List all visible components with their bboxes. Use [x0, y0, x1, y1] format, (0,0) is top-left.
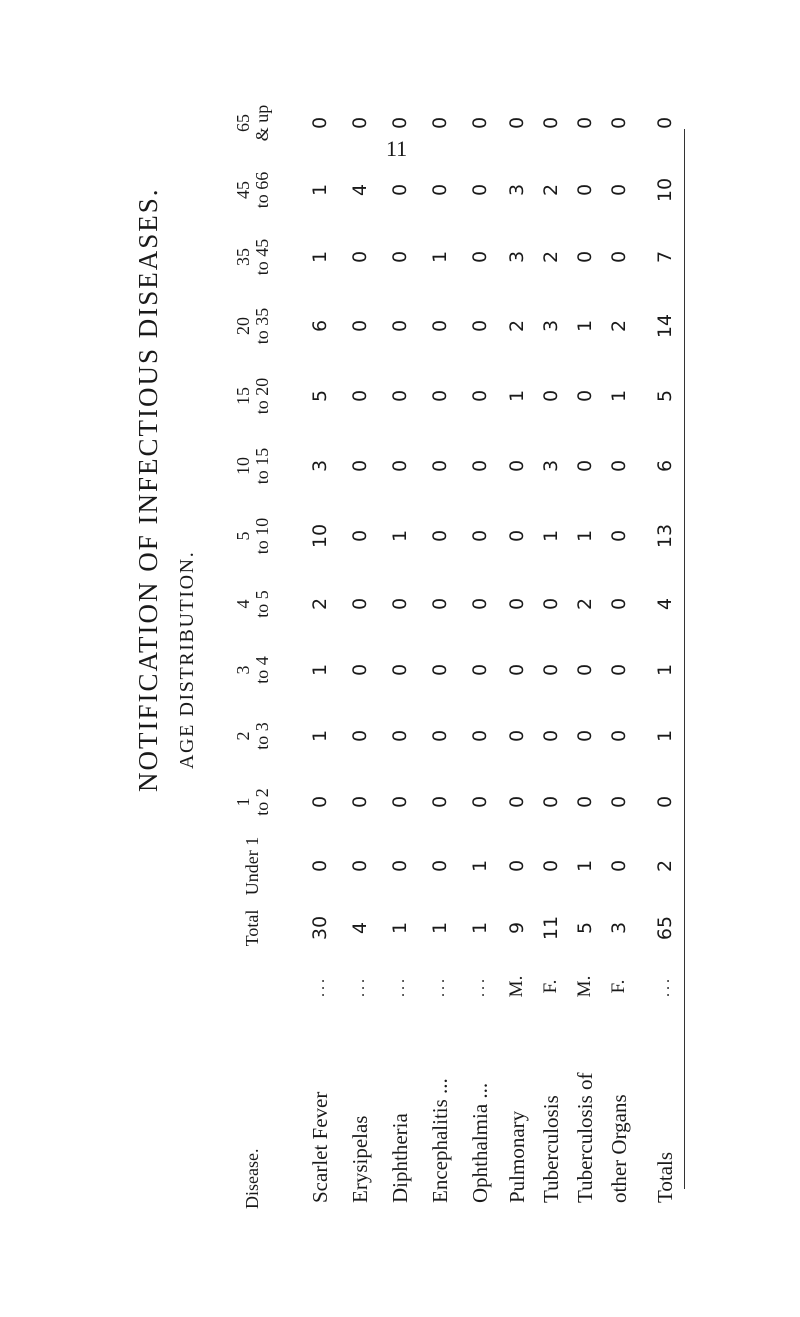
page-heading: NOTIFICATION OF INFECTIOUS DISEASES.	[133, 187, 163, 792]
cell-value: 0	[389, 459, 411, 473]
cell-value: 4	[349, 921, 371, 935]
cell-value: 0	[349, 859, 371, 873]
column-header-label: 20	[232, 317, 253, 335]
cell-value: 1	[540, 529, 562, 543]
cell-value: 0	[540, 795, 562, 809]
cell-value: 0	[469, 663, 491, 677]
cell-value: 0	[540, 389, 562, 403]
cell-value: 2	[654, 859, 676, 873]
cell-value: 2	[574, 597, 596, 611]
cell-value: 0	[540, 729, 562, 743]
column-header-range: to 2	[251, 788, 272, 816]
cell-value: 0	[469, 389, 491, 403]
column-header-2	[205, 897, 300, 959]
cell-value: 0	[389, 663, 411, 677]
page-subheading: AGE DISTRIBUTION.	[176, 550, 198, 769]
column-header-range: to 15	[251, 447, 272, 485]
column-header-7	[205, 571, 300, 637]
cell-value: 14	[654, 313, 676, 339]
cell-value: 1	[309, 729, 331, 743]
cell-value: 0	[429, 529, 451, 543]
table-row	[602, 89, 636, 1209]
cell-value: 0	[574, 729, 596, 743]
cell-value: 30	[309, 915, 331, 941]
cell-value: 1	[389, 921, 411, 935]
column-header-range: to 20	[251, 377, 272, 415]
column-header-range: to 4	[251, 656, 272, 684]
column-header-range: to 66	[251, 171, 272, 209]
cell-value: 0	[309, 795, 331, 809]
cell-value: 0	[469, 319, 491, 333]
column-header-label: 15	[232, 387, 253, 405]
cell-value: 0	[429, 729, 451, 743]
cell-value: 0	[349, 116, 371, 130]
table-body	[300, 89, 694, 1209]
sex-marker: ...	[391, 976, 408, 997]
sex-marker: ...	[656, 976, 673, 997]
disease-name: Totals	[652, 1151, 677, 1203]
column-header-label: 5	[232, 531, 253, 541]
column-header-label: 4	[232, 599, 253, 609]
cell-value: 0	[574, 663, 596, 677]
cell-value: 0	[349, 729, 371, 743]
disease-name: Diphtheria	[387, 1113, 412, 1203]
disease-name: other Organs	[606, 1094, 631, 1203]
column-header-range: to 35	[251, 307, 272, 345]
cell-value: 0	[506, 459, 528, 473]
cell-value: 3	[540, 319, 562, 333]
cell-value: 0	[608, 859, 630, 873]
table-row	[500, 89, 534, 1209]
cell-value: 0	[389, 389, 411, 403]
cell-value: 0	[309, 859, 331, 873]
cell-value: 3	[506, 183, 528, 197]
cell-value: 0	[608, 597, 630, 611]
table-row	[380, 89, 420, 1209]
cell-value: 0	[654, 116, 676, 130]
cell-value: 0	[608, 459, 630, 473]
cell-value: 0	[469, 529, 491, 543]
column-header-label: Disease.	[242, 1148, 262, 1209]
cell-value: 0	[608, 183, 630, 197]
cell-value: 0	[608, 795, 630, 809]
age-distribution-table	[205, 89, 694, 1209]
cell-value: 1	[654, 729, 676, 743]
cell-value: 7	[654, 250, 676, 264]
column-header-label: 1	[232, 797, 253, 807]
cell-value: 0	[574, 389, 596, 403]
cell-value: 0	[429, 116, 451, 130]
cell-value: 3	[309, 459, 331, 473]
sex-marker: M.	[506, 975, 527, 998]
cell-value: 0	[389, 183, 411, 197]
column-header-label: Under 1	[242, 836, 262, 896]
cell-value: 0	[574, 459, 596, 473]
column-header-label: Total	[242, 909, 262, 947]
cell-value: 1	[309, 250, 331, 264]
cell-value: 9	[506, 921, 528, 935]
cell-value: 0	[608, 663, 630, 677]
cell-value: 1	[608, 389, 630, 403]
cell-value: 0	[389, 319, 411, 333]
column-header-range: to 10	[251, 517, 272, 555]
column-header-14	[205, 89, 300, 157]
cell-value: 1	[389, 529, 411, 543]
cell-value: 0	[349, 250, 371, 264]
cell-value: 1	[469, 921, 491, 935]
disease-name: Tuberculosis of	[572, 1072, 597, 1203]
cell-value: 1	[429, 921, 451, 935]
sex-marker: ...	[471, 976, 488, 997]
disease-name: Ophthalmia ...	[467, 1082, 492, 1203]
cell-value: 1	[574, 859, 596, 873]
cell-value: 1	[574, 529, 596, 543]
sex-marker: ...	[431, 976, 448, 997]
cell-value: 0	[429, 389, 451, 403]
cell-value: 0	[389, 597, 411, 611]
cell-value: 0	[540, 859, 562, 873]
sex-marker: F.	[608, 979, 629, 994]
column-header-range: to 3	[251, 722, 272, 750]
cell-value: 0	[608, 529, 630, 543]
cell-value: 0	[429, 459, 451, 473]
cell-value: 4	[654, 597, 676, 611]
cell-value: 6	[654, 459, 676, 473]
sex-marker: ...	[311, 976, 328, 997]
sex-marker: M.	[574, 975, 595, 998]
cell-value: 0	[429, 319, 451, 333]
cell-value: 11	[540, 915, 562, 941]
column-header-10	[205, 361, 300, 431]
cell-value: 0	[608, 116, 630, 130]
cell-value: 2	[608, 319, 630, 333]
cell-value: 0	[506, 597, 528, 611]
column-header-11	[205, 291, 300, 361]
cell-value: 0	[429, 795, 451, 809]
cell-value: 0	[540, 663, 562, 677]
cell-value: 4	[349, 183, 371, 197]
column-header-label: 35	[232, 248, 253, 266]
disease-name: Tuberculosis	[538, 1095, 563, 1203]
cell-value: 10	[309, 523, 331, 549]
cell-value: 0	[349, 795, 371, 809]
column-header-1	[205, 959, 300, 1014]
cell-value: 0	[469, 729, 491, 743]
sex-marker: ...	[351, 976, 368, 997]
sex-marker: F.	[540, 979, 561, 994]
cell-value: 0	[349, 459, 371, 473]
cell-value: 2	[309, 597, 331, 611]
column-header-range: to 5	[251, 590, 272, 618]
cell-value: 0	[389, 116, 411, 130]
cell-value: 5	[309, 389, 331, 403]
column-header-range: & up	[251, 104, 272, 142]
cell-value: 10	[654, 177, 676, 203]
cell-value: 1	[429, 250, 451, 264]
cell-value: 0	[349, 663, 371, 677]
disease-name: Erysipelas	[347, 1115, 372, 1203]
table-header-row	[205, 89, 300, 1209]
cell-value: 0	[389, 250, 411, 264]
cell-value: 0	[469, 250, 491, 264]
table-row	[460, 89, 500, 1209]
cell-value: 0	[429, 859, 451, 873]
cell-value: 0	[506, 859, 528, 873]
cell-value: 0	[506, 529, 528, 543]
table-row	[340, 89, 380, 1209]
column-header-label: 3	[232, 665, 253, 675]
cell-value: 3	[506, 250, 528, 264]
cell-value: 3	[608, 921, 630, 935]
disease-name: Pulmonary	[504, 1110, 529, 1203]
cell-value: 0	[389, 795, 411, 809]
cell-value: 0	[429, 183, 451, 197]
column-header-0	[205, 1014, 300, 1209]
cell-value: 3	[540, 459, 562, 473]
cell-value: 0	[349, 597, 371, 611]
cell-value: 2	[540, 183, 562, 197]
cell-value: 1	[506, 389, 528, 403]
cell-value: 0	[349, 529, 371, 543]
cell-value: 0	[574, 183, 596, 197]
cell-value: 5	[574, 921, 596, 935]
cell-value: 0	[429, 663, 451, 677]
cell-value: 0	[574, 250, 596, 264]
cell-value: 0	[389, 859, 411, 873]
cell-value: 0	[349, 389, 371, 403]
cell-value: 0	[506, 729, 528, 743]
cell-value: 0	[608, 729, 630, 743]
cell-value: 5	[654, 389, 676, 403]
cell-value: 0	[469, 116, 491, 130]
cell-value: 0	[574, 116, 596, 130]
table-row	[300, 89, 340, 1209]
cell-value: 0	[469, 597, 491, 611]
table-row	[568, 89, 602, 1209]
column-header-label: 2	[232, 731, 253, 741]
column-header-4	[205, 769, 300, 835]
column-header-label: 65	[232, 114, 253, 132]
table-row	[420, 89, 460, 1209]
column-header-9	[205, 431, 300, 501]
cell-value: 1	[574, 319, 596, 333]
column-header-label: 10	[232, 457, 253, 475]
cell-value: 0	[506, 663, 528, 677]
cell-value: 0	[540, 116, 562, 130]
cell-value: 0	[540, 597, 562, 611]
column-header-12	[205, 223, 300, 291]
column-header-range: to 45	[251, 238, 272, 276]
cell-value: 0	[389, 729, 411, 743]
page-number: 11	[386, 136, 408, 161]
cell-value: 0	[506, 116, 528, 130]
cell-value: 1	[309, 663, 331, 677]
cell-value: 2	[540, 250, 562, 264]
cell-value: 0	[469, 183, 491, 197]
cell-value: 2	[506, 319, 528, 333]
column-header-5	[205, 703, 300, 769]
cell-value: 0	[309, 116, 331, 130]
column-header-label: 45	[232, 181, 253, 199]
column-header-3	[205, 835, 300, 897]
cell-value: 65	[654, 915, 676, 941]
cell-value: 6	[309, 319, 331, 333]
cell-value: 1	[654, 663, 676, 677]
cell-value: 1	[309, 183, 331, 197]
cell-value: 13	[654, 523, 676, 549]
cell-value: 0	[469, 795, 491, 809]
cell-value: 0	[469, 459, 491, 473]
disease-name: Encephalitis ...	[427, 1078, 452, 1203]
disease-name: Scarlet Fever	[307, 1091, 332, 1203]
column-header-8	[205, 501, 300, 571]
cell-value: 1	[469, 859, 491, 873]
cell-value: 0	[349, 319, 371, 333]
cell-value: 0	[608, 250, 630, 264]
column-rule	[684, 129, 685, 1189]
table-row	[534, 89, 568, 1209]
cell-value: 0	[506, 795, 528, 809]
cell-value: 0	[654, 795, 676, 809]
cell-value: 0	[574, 795, 596, 809]
cell-value: 0	[429, 597, 451, 611]
table-row	[636, 89, 694, 1209]
column-header-13	[205, 157, 300, 223]
column-header-6	[205, 637, 300, 703]
